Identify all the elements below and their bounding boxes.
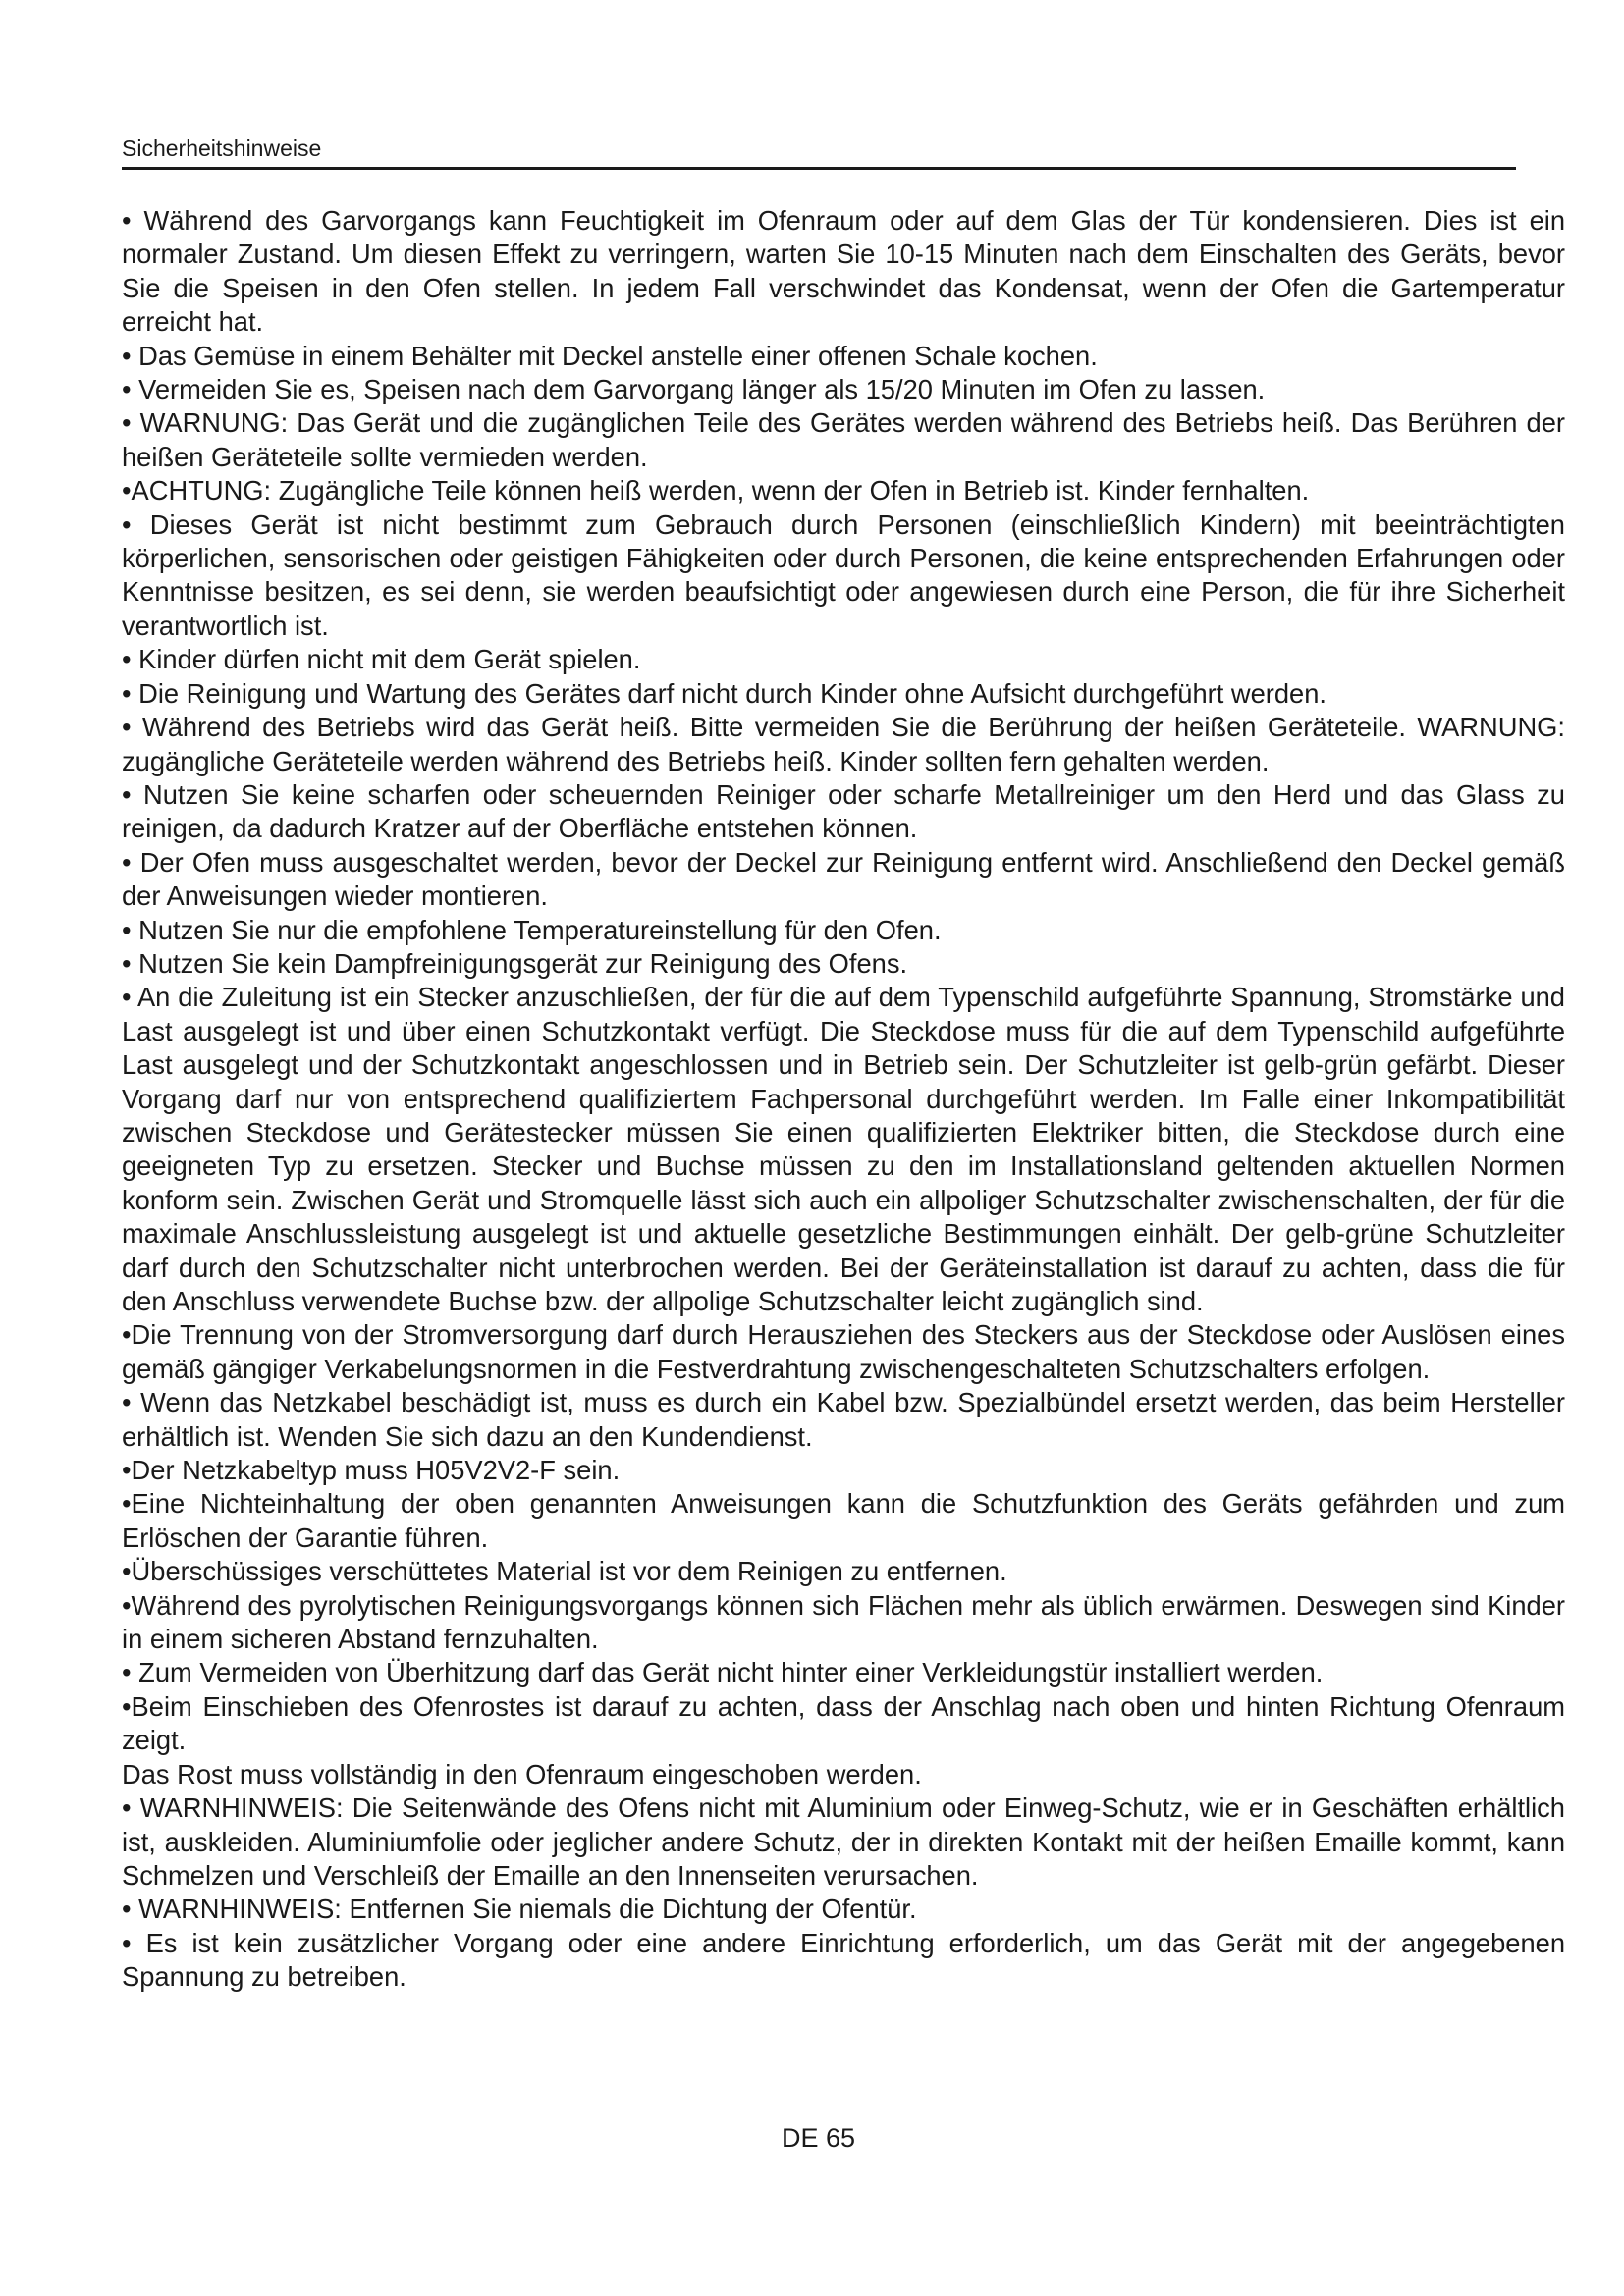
instruction-paragraph: Das Rost muss vollständig in den Ofenraum eingeschoben werden. <box>122 1758 922 1789</box>
instruction-paragraph: • Vermeiden Sie es, Speisen nach dem Garvorgang länger als 15/20 Minuten im Ofen zu lassen. <box>122 374 1266 405</box>
page-header <box>122 133 1516 170</box>
instruction-paragraph: • Zum Vermeiden von Überhitzung darf das Gerät nicht hinter einer Verkleidungstür installiert werden. <box>122 1657 1324 1688</box>
safety-instructions <box>122 204 1565 1995</box>
instruction-paragraph: • Nutzen Sie kein Dampfreinigungsgerät zur Reinigung des Ofens. <box>122 947 908 979</box>
instruction-paragraph: • Nutzen Sie nur die empfohlene Temperatureinstellung für den Ofen. <box>122 914 942 945</box>
instruction-paragraph: •Überschüssiges verschüttetes Material ist vor dem Reinigen zu entfernen. <box>122 1556 1007 1587</box>
instruction-paragraph: • Wenn das Netzkabel beschädigt ist, muss es durch ein Kabel bzw. Spezialbündel ersetzt werden, das beim Hersteller erhältlich ist. Wenden Sie sich dazu an den Kundendienst. <box>122 1387 1565 1452</box>
section-title: Sicherheitshinweise <box>122 135 322 161</box>
instruction-paragraph: • Die Reinigung und Wartung des Gerätes darf nicht durch Kinder ohne Aufsicht durchgeführt werden. <box>122 677 1327 709</box>
instruction-paragraph: • An die Zuleitung ist ein Stecker anzuschließen, der für die auf dem Typenschild aufgeführte Spannung, Stromstärke und Last ausgelegt ist und über einen Schutzkontakt verfügt. Die Steckdose muss für die auf dem Typenschild aufgeführte Last ausgelegt und der Schutzkontakt angeschlossen und in Betrieb sein. Der Schutzleiter ist gelb-grün gefärbt. Dieser Vorgang darf nur von entsprechend qualifiziertem Fachpersonal durchgeführt werden. Im Falle einer Inkompatibilität zwischen Steckdose und Gerätestecker müssen Sie einen qualifizierten Elektriker bitten, die Steckdose durch eine geeigneten Typ zu ersetzen. Stecker und Buchse müssen zu den im Installationsland geltenden aktuellen Normen konform sein. Zwischen Gerät und Stromquelle lässt sich auch ein allpoliger Schutzschalter zwischenschalten, der für die maximale Anschlussleistung ausgelegt ist und aktuelle gesetzliche Bestimmungen einhält. Der gelb-grüne Schutzleiter darf durch den Schutzschalter nicht unterbrochen werden. Bei der Geräteinstallation ist darauf zu achten, dass die für den Anschluss verwendete Buchse bzw. der allpolige Schutzschalter leicht zugänglich sind. <box>122 982 1565 1316</box>
instruction-paragraph: • Das Gemüse in einem Behälter mit Deckel anstelle einer offenen Schale kochen. <box>122 340 1098 371</box>
instruction-paragraph: • Kinder dürfen nicht mit dem Gerät spielen. <box>122 644 641 675</box>
instruction-paragraph: •Während des pyrolytischen Reinigungsvorgangs können sich Flächen mehr als üblich erwärmen. Deswegen sind Kinder in einem sicheren Abstand fernzuhalten. <box>122 1589 1565 1655</box>
instruction-paragraph: •ACHTUNG: Zugängliche Teile können heiß werden, wenn der Ofen in Betrieb ist. Kinder fernhalten. <box>122 475 1310 507</box>
instruction-paragraph: •Beim Einschieben des Ofenrostes ist darauf zu achten, dass der Anschlag nach oben und hinten Richtung Ofenraum zeigt. <box>122 1690 1565 1756</box>
instruction-paragraph: • WARNHINWEIS: Entfernen Sie niemals die Dichtung der Ofentür. <box>122 1894 917 1925</box>
instruction-paragraph: • WARNHINWEIS: Die Seitenwände des Ofens nicht mit Aluminium oder Einweg-Schutz, wie er in Geschäften erhältlich ist, auskleiden. Aluminiumfolie oder jeglicher andere Schutz, der in direkten Kontakt mit der heißen Emaille kommt, kann Schmelzen und Verschleiß der Emaille an den Innenseiten verursachen. <box>122 1792 1565 1891</box>
page-number: DE 65 <box>782 2123 856 2153</box>
instruction-paragraph: • Es ist kein zusätzlicher Vorgang oder eine andere Einrichtung erforderlich, um das Gerät mit der angegebenen Spannung zu betreiben. <box>122 1927 1565 1993</box>
instruction-paragraph: •Der Netzkabeltyp muss H05V2V2-F sein. <box>122 1455 621 1486</box>
instruction-paragraph: •Die Trennung von der Stromversorgung darf durch Herausziehen des Steckers aus der Steckdose oder Auslösen eines gemäß gängiger Verkabelungsnormen in die Festverdrahtung zwischengeschalteten Schutzschalters erfolgen. <box>122 1319 1565 1384</box>
instruction-paragraph: •Eine Nichteinhaltung der oben genannten Anweisungen kann die Schutzfunktion des Geräts gefährden und zum Erlöschen der Garantie führen. <box>122 1488 1565 1553</box>
instruction-paragraph: • Während des Garvorgangs kann Feuchtigkeit im Ofenraum oder auf dem Glas der Tür kondensieren. Dies ist ein normaler Zustand. Um diesen Effekt zu verringern, warten Sie 10-15 Minuten nach dem Einschalten des Geräts, bevor Sie die Speisen in den Ofen stellen. In jedem Fall verschwindet das Kondensat, wenn der Ofen die Gartemperatur erreicht hat. <box>122 205 1565 338</box>
instruction-paragraph: • WARNUNG: Das Gerät und die zugänglichen Teile des Gerätes werden während des Betriebs heiß. Das Berühren der heißen Geräteteile sollte vermieden werden. <box>122 407 1565 472</box>
instruction-paragraph: • Nutzen Sie keine scharfen oder scheuernden Reiniger oder scharfe Metallreiniger um den Herd und das Glass zu reinigen, da dadurch Kratzer auf der Oberfläche entstehen können. <box>122 778 1565 844</box>
instruction-paragraph: • Während des Betriebs wird das Gerät heiß. Bitte vermeiden Sie die Berührung der heißen Geräteteile. WARNUNG: zugängliche Geräteteile werden während des Betriebs heiß. Kinder sollten fern gehalten werden. <box>122 712 1565 776</box>
instruction-paragraph: • Dieses Gerät ist nicht bestimmt zum Gebrauch durch Personen (einschließlich Kindern) mit beeinträchtigten körperlichen, sensorischen oder geistigen Fähigkeiten oder durch Personen, die keine entsprechenden Erfahrungen oder Kenntnisse besitzen, es sei denn, sie werden beaufsichtigt oder angewiesen durch eine Person, die für ihre Sicherheit verantwortlich ist. <box>122 508 1565 641</box>
instruction-paragraph: • Der Ofen muss ausgeschaltet werden, bevor der Deckel zur Reinigung entfernt wird. Anschließend den Deckel gemäß der Anweisungen wieder montieren. <box>122 846 1565 912</box>
